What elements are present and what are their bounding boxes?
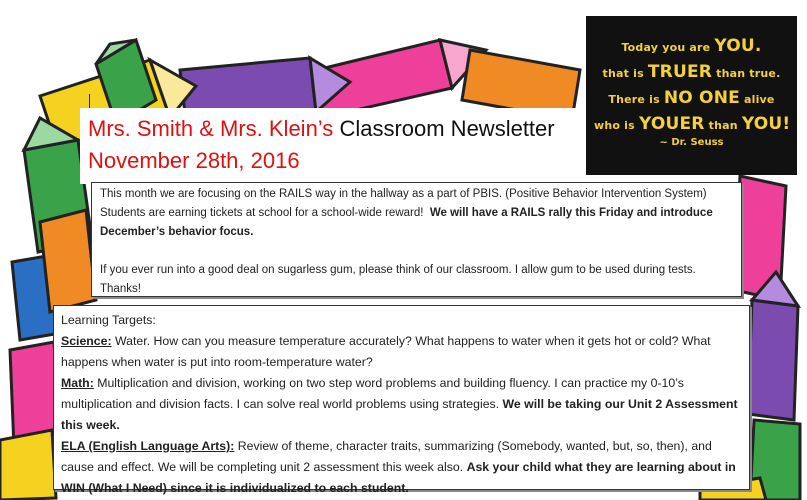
quote-line-1: Today you are YOU. [621,36,762,56]
quote-line-4: who is YOUER than YOU! [594,114,791,134]
quote-line-3: There is NO ONE alive [608,88,775,108]
math-target: Math: Multiplication and division, working on two step word problems and building fluency. I can practice my 0-10’s multiplication and division facts. I can solve real world problems using strategies. We will be taking our Unit 2 Assessment this week. [61,376,738,432]
announcement-gum: If you ever run into a good deal on sugarless gum, please think of our classroom. I allow gum to be used during tests. Thanks! [100,264,696,295]
quote-line-2: that is TRUER than true. [602,62,781,82]
crayon-left-orange [40,210,96,312]
crayon-right-purple [748,272,798,420]
title-suffix: Classroom Newsletter [339,116,555,141]
learning-targets-box [53,305,750,495]
newsletter-date: November 28th, 2016 [88,148,300,173]
quote-attribution: ~ Dr. Seuss [659,137,724,148]
announcement-pbis: This month we are focusing on the RAILS way in the hallway as a part of PBIS. (Positive Behavior Intervention System) Students are earning tickets at school for a school-wide reward! We will have a RAILS rally this Friday and introduce December’s behavior focus. [100,188,713,238]
newsletter-header [80,108,590,184]
learning-targets-heading: Learning Targets: [61,313,156,327]
crayon-left-yellow [0,430,56,500]
teacher-names: Mrs. Smith & Mrs. Klein’s [88,116,334,141]
ela-target: ELA (English Language Arts): Review of theme, character traits, summarizing (Somebody, wanted, but, so, then), and cause and effect. We will be completing unit 2 assessment this week also. Ask your child what they are learning about in WIN (What I Need) since it is individualized to each student. [61,439,736,495]
science-target: Science: Water. How can you measure temperature accurately? What happens to water when it gets hot or cold? What happens when water is put into room-temperature water? [61,334,711,369]
seuss-quote-card [586,16,797,175]
announcements-box [91,182,742,297]
newsletter-title [88,116,555,142]
